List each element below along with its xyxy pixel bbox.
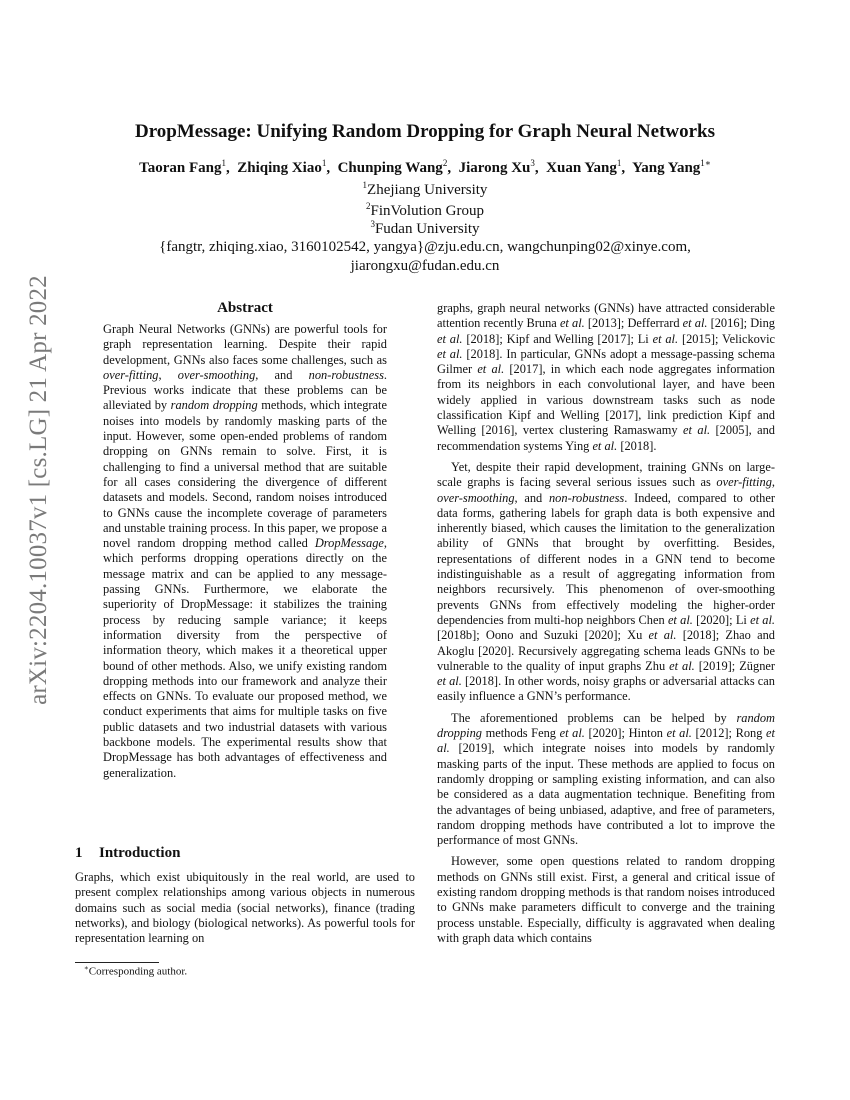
author-name: Xuan Yang$^1$ (546, 158, 622, 176)
arxiv-identifier-text: arXiv:2204.10037v1 [cs.LG] 21 Apr 2022 (25, 275, 52, 705)
footnote-rule (75, 962, 159, 963)
author-name: Chunping Wang$^2$ (337, 158, 448, 176)
author-list: Taoran Fang$^1$, Zhiqing Xiao$^1$, Chunping Wang$^2$, Jiarong Xu$^3$, Xuan Yang$^1$, Yang Yang$^{1∗}$ (139, 158, 711, 176)
body-paragraph: However, some open questions related to random dropping methods on GNNs still exist. First, a general and critical issue of existing random dropping methods is that random noises introduced to GNNs make parameters difficult to converge and the training process unstable. Especially, difficulty is aggravated when dealing with graph data which contains (437, 854, 775, 945)
author-emails: {fangtr, zhiqing.xiao, 3160102542, yangya}@zju.edu.cn, wangchunping02@xinye.com, (159, 239, 691, 255)
body-paragraph: Yet, despite their rapid development, training GNNs on large-scale graphs is facing several serious issues such as over-fitting, over-smoothing, and non-robustness. Indeed, compared to other data forms, gathering labels for graph data is both expensive and inherently biased, which causes the limitation to the generalization ability of GNNs that brought by overfitting. Besides, representations of different nodes in a GNN tend to become indistinguishable as a result of aggregating information from neighbors recursively. This phenomenon of over-smoothing prevents GNNs from effectively modeling the higher-order dependencies from multi-hop neighbors Chen et al. [2020]; Li et al. [2018b]; Oono and Suzuki [2020]; Xu et al. [2018]; Zhao and Akoglu [2020]. Recursively aggregating schema leads GNNs to be vulnerable to the quality of input graphs Zhu et al. [2019]; Zügner et al. [2018]. In other words, noisy graphs or adversarial attacks can easily influence a GNN’s performance. (437, 459, 776, 704)
author-emails: jiarongxu@fudan.edu.cn (350, 258, 500, 274)
body-paragraph: Graphs, which exist ubiquitously in the real world, are used to present complex relationships among various objects in numerous domains such as social media (social networks), finance (trading networks), and biology (biological networks). As powerful tools for representation learning on (75, 870, 415, 946)
body-paragraph: graphs, graph neural networks (GNNs) have attracted considerable attention recently Bruna et al. [2013]; Defferrard et al. [2016]; Ding et al. [2018]; Kipf and Welling [2017]; Li et al. [2015]; Velickovic et al. [2018]. In particular, GNNs adopt a message-passing schema Gilmer et al. [2017], in which each node aggregates information from its neighbors in each convolutional layer, and have been widely applied in various downstream tasks such as node classification Kipf and Welling [2017], link prediction Kipf and Welling [2016], vertex clustering Ramaswamy et al. [2005], and recommendation systems Ying et al. [2018]. (437, 301, 776, 453)
section-heading-introduction: 1 Introduction (75, 845, 181, 861)
author-name: Zhiqing Xiao$^1$ (237, 158, 327, 176)
abstract-text (103, 322, 387, 781)
author-name: Jiarong Xu$^3$ (458, 158, 535, 176)
abstract-paragraph: Graph Neural Networks (GNNs) are powerful tools for graph representation learning. Despite their rapid development, GNNs also faces some challenges, such as over-fitting, over-smoothing, and non-robustness. Previous works indicate that these problems can be alleviated by random dropping methods, which integrate noises into models by randomly masking parts of the input. However, some open-ended problems of random dropping on GNNs remain to solve. First, it is challenging to find a universal method that are suitable for all cases considering the divergence of different datasets and models. Second, random noises introduced to GNNs cause the incomplete coverage of parameters and unstable training process. In this paper, we propose a novel random dropping method called DropMessage, which performs dropping operations directly on the message matrix and can be applied to any message-passing GNNs. Furthermore, we elaborate the superiority of DropMessage: it stabilizes the training process by reducing sample variance; it keeps information diversity from the perspective of information theory, which makes it a theoretical upper bound of other methods. Also, we unify existing random dropping methods into our framework and analyze their effects on GNNs. To evaluate our proposed method, we conduct experiments that aims for multiple tasks on five public datasets and two industrial datasets with various backbone models. The experimental results show that DropMessage has both advantages of effectiveness and generalization. (103, 322, 387, 780)
introduction-text-right (437, 301, 775, 946)
abstract-heading: Abstract (217, 300, 273, 316)
affiliation: $^1$Zhejiang University (362, 180, 488, 198)
author-name: Taoran Fang$^1$ (139, 158, 226, 176)
paper-title: DropMessage: Unifying Random Dropping for Graph Neural Networks (134, 121, 716, 142)
affiliation: $^2$FinVolution Group (366, 201, 484, 219)
affiliation: $^3$Fudan University (370, 219, 480, 237)
footnote: ∗Corresponding author. (84, 964, 188, 978)
introduction-text-left (75, 870, 415, 946)
arxiv-identifier-stamp (14, 275, 64, 705)
author-name: Yang Yang$^{1∗}$ (632, 158, 711, 176)
body-paragraph: The aforementioned problems can be helped by random dropping methods Feng et al. [2020]; Hinton et al. [2012]; Rong et al. [2019], which integrate noises into models by randomly masking parts of the input. These methods are applied to focus on randomly dropping or sampling existing information, and can also be considered as a data augmentation technique. Benefiting from the advantages of being unbiased, adaptive, and free of parameters, random dropping methods have contributed a lot to improve the performance of most GNNs. (437, 710, 775, 848)
